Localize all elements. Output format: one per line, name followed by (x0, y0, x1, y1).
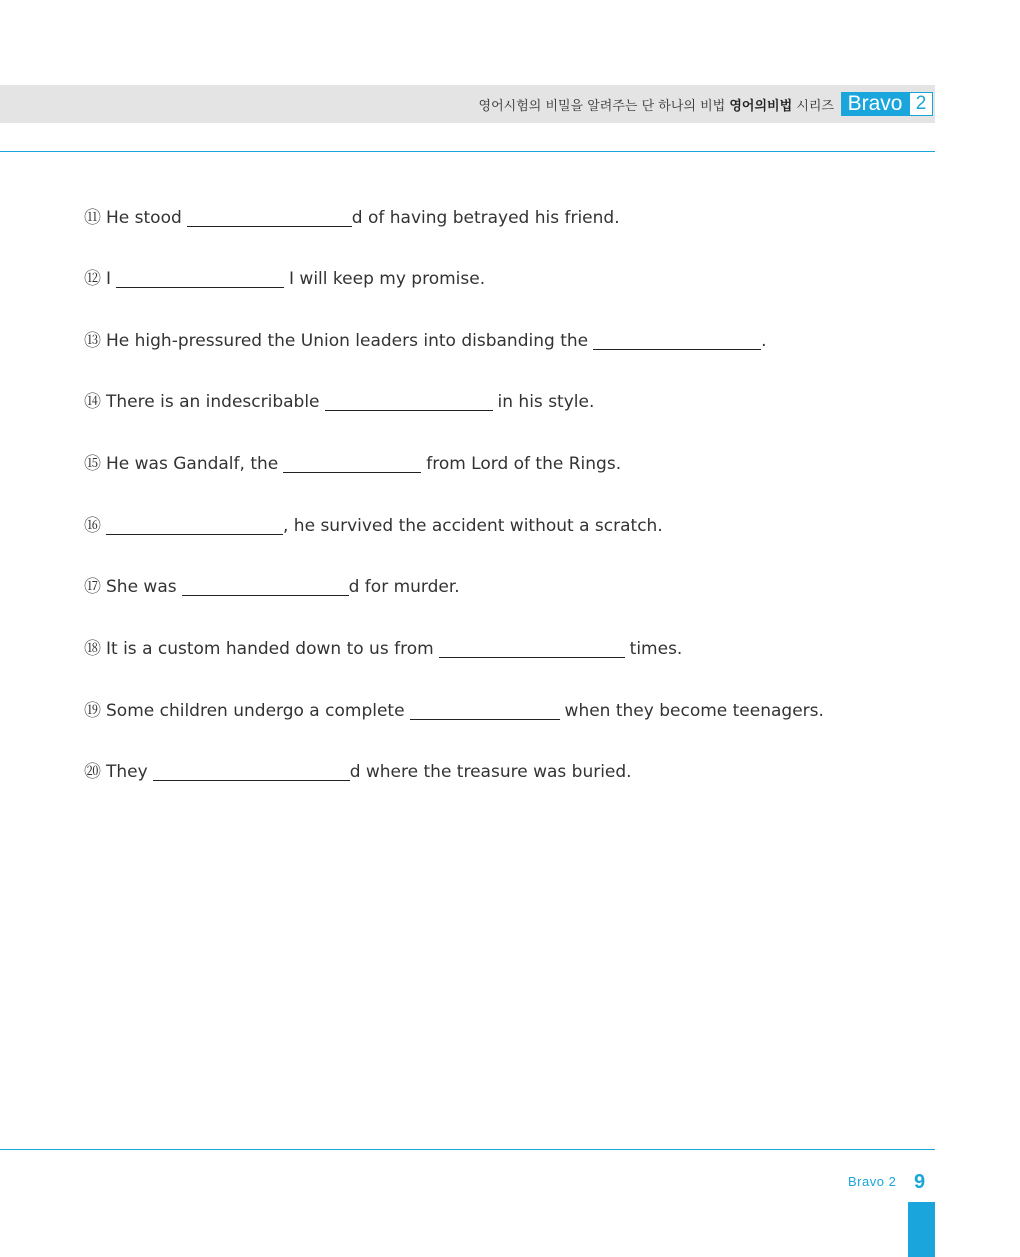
question-number: ⑭ (84, 392, 101, 412)
page-number: 9 (914, 1171, 926, 1193)
answer-blank[interactable] (283, 454, 421, 473)
question-16 (84, 515, 663, 537)
question-text-before: Some children undergo a complete (106, 701, 405, 721)
question-text-before: She was (106, 577, 177, 597)
footer-divider (0, 1149, 935, 1150)
question-text-after: d of having betrayed his friend. (351, 208, 620, 228)
question-number: ⑯ (84, 516, 101, 536)
header-divider (0, 151, 935, 152)
question-number: ⑰ (84, 577, 101, 597)
question-text-after: d for murder. (348, 577, 460, 597)
question-text-before: He was Gandalf, the (106, 454, 279, 474)
question-text-before: They (106, 762, 148, 782)
question-number: ⑫ (84, 269, 101, 289)
question-text-after: in his style. (497, 392, 595, 412)
header-tagline-text: 영어시험의 비밀을 알려주는 단 하나의 비법 (478, 99, 726, 114)
question-number: ⑪ (84, 208, 101, 228)
bravo-logo-number: 2 (909, 92, 933, 116)
question-17 (84, 576, 460, 598)
question-text-before: I (106, 269, 112, 289)
question-19 (84, 700, 824, 722)
question-text-after: times. (629, 639, 683, 659)
answer-blank[interactable] (182, 577, 349, 596)
question-text-after: I will keep my promise. (289, 269, 486, 289)
answer-blank[interactable] (593, 331, 761, 350)
bravo-logo-word: Bravo (841, 92, 909, 116)
question-number: ⑬ (84, 331, 101, 351)
question-number: ⑱ (84, 639, 101, 659)
question-15 (84, 453, 621, 475)
answer-blank[interactable] (410, 701, 560, 720)
answer-blank[interactable] (439, 639, 625, 658)
question-text-before: There is an indescribable (106, 392, 320, 412)
answer-blank[interactable] (106, 516, 283, 535)
header-series-name: 영어의비법 (729, 99, 793, 114)
question-text-after: , he survived the accident without a scratch. (283, 516, 663, 536)
question-20 (84, 761, 632, 783)
question-text-after: when they become teenagers. (564, 701, 824, 721)
answer-blank[interactable] (325, 392, 493, 411)
header-tagline (479, 95, 834, 114)
answer-blank[interactable] (116, 269, 284, 288)
question-13 (84, 330, 767, 352)
answer-blank[interactable] (153, 762, 350, 781)
question-number: ⑳ (84, 762, 101, 782)
question-text-before: He stood (106, 208, 182, 228)
question-number: ⑮ (84, 454, 101, 474)
question-text-after: . (761, 331, 767, 351)
bravo-logo (841, 92, 933, 116)
question-number: ⑲ (84, 701, 101, 721)
question-text-after: from Lord of the Rings. (426, 454, 622, 474)
question-text-before: It is a custom handed down to us from (106, 639, 434, 659)
header-series-suffix: 시리즈 (796, 99, 834, 114)
question-18 (84, 638, 682, 660)
question-text-after: d where the treasure was buried. (349, 762, 632, 782)
question-text-before: He high-pressured the Union leaders into disbanding the (106, 331, 589, 351)
question-11 (84, 207, 620, 229)
answer-blank[interactable] (187, 208, 352, 227)
question-14 (84, 391, 594, 413)
page-tab (908, 1202, 935, 1257)
question-12 (84, 268, 485, 290)
footer-label: Bravo 2 (848, 1174, 897, 1189)
